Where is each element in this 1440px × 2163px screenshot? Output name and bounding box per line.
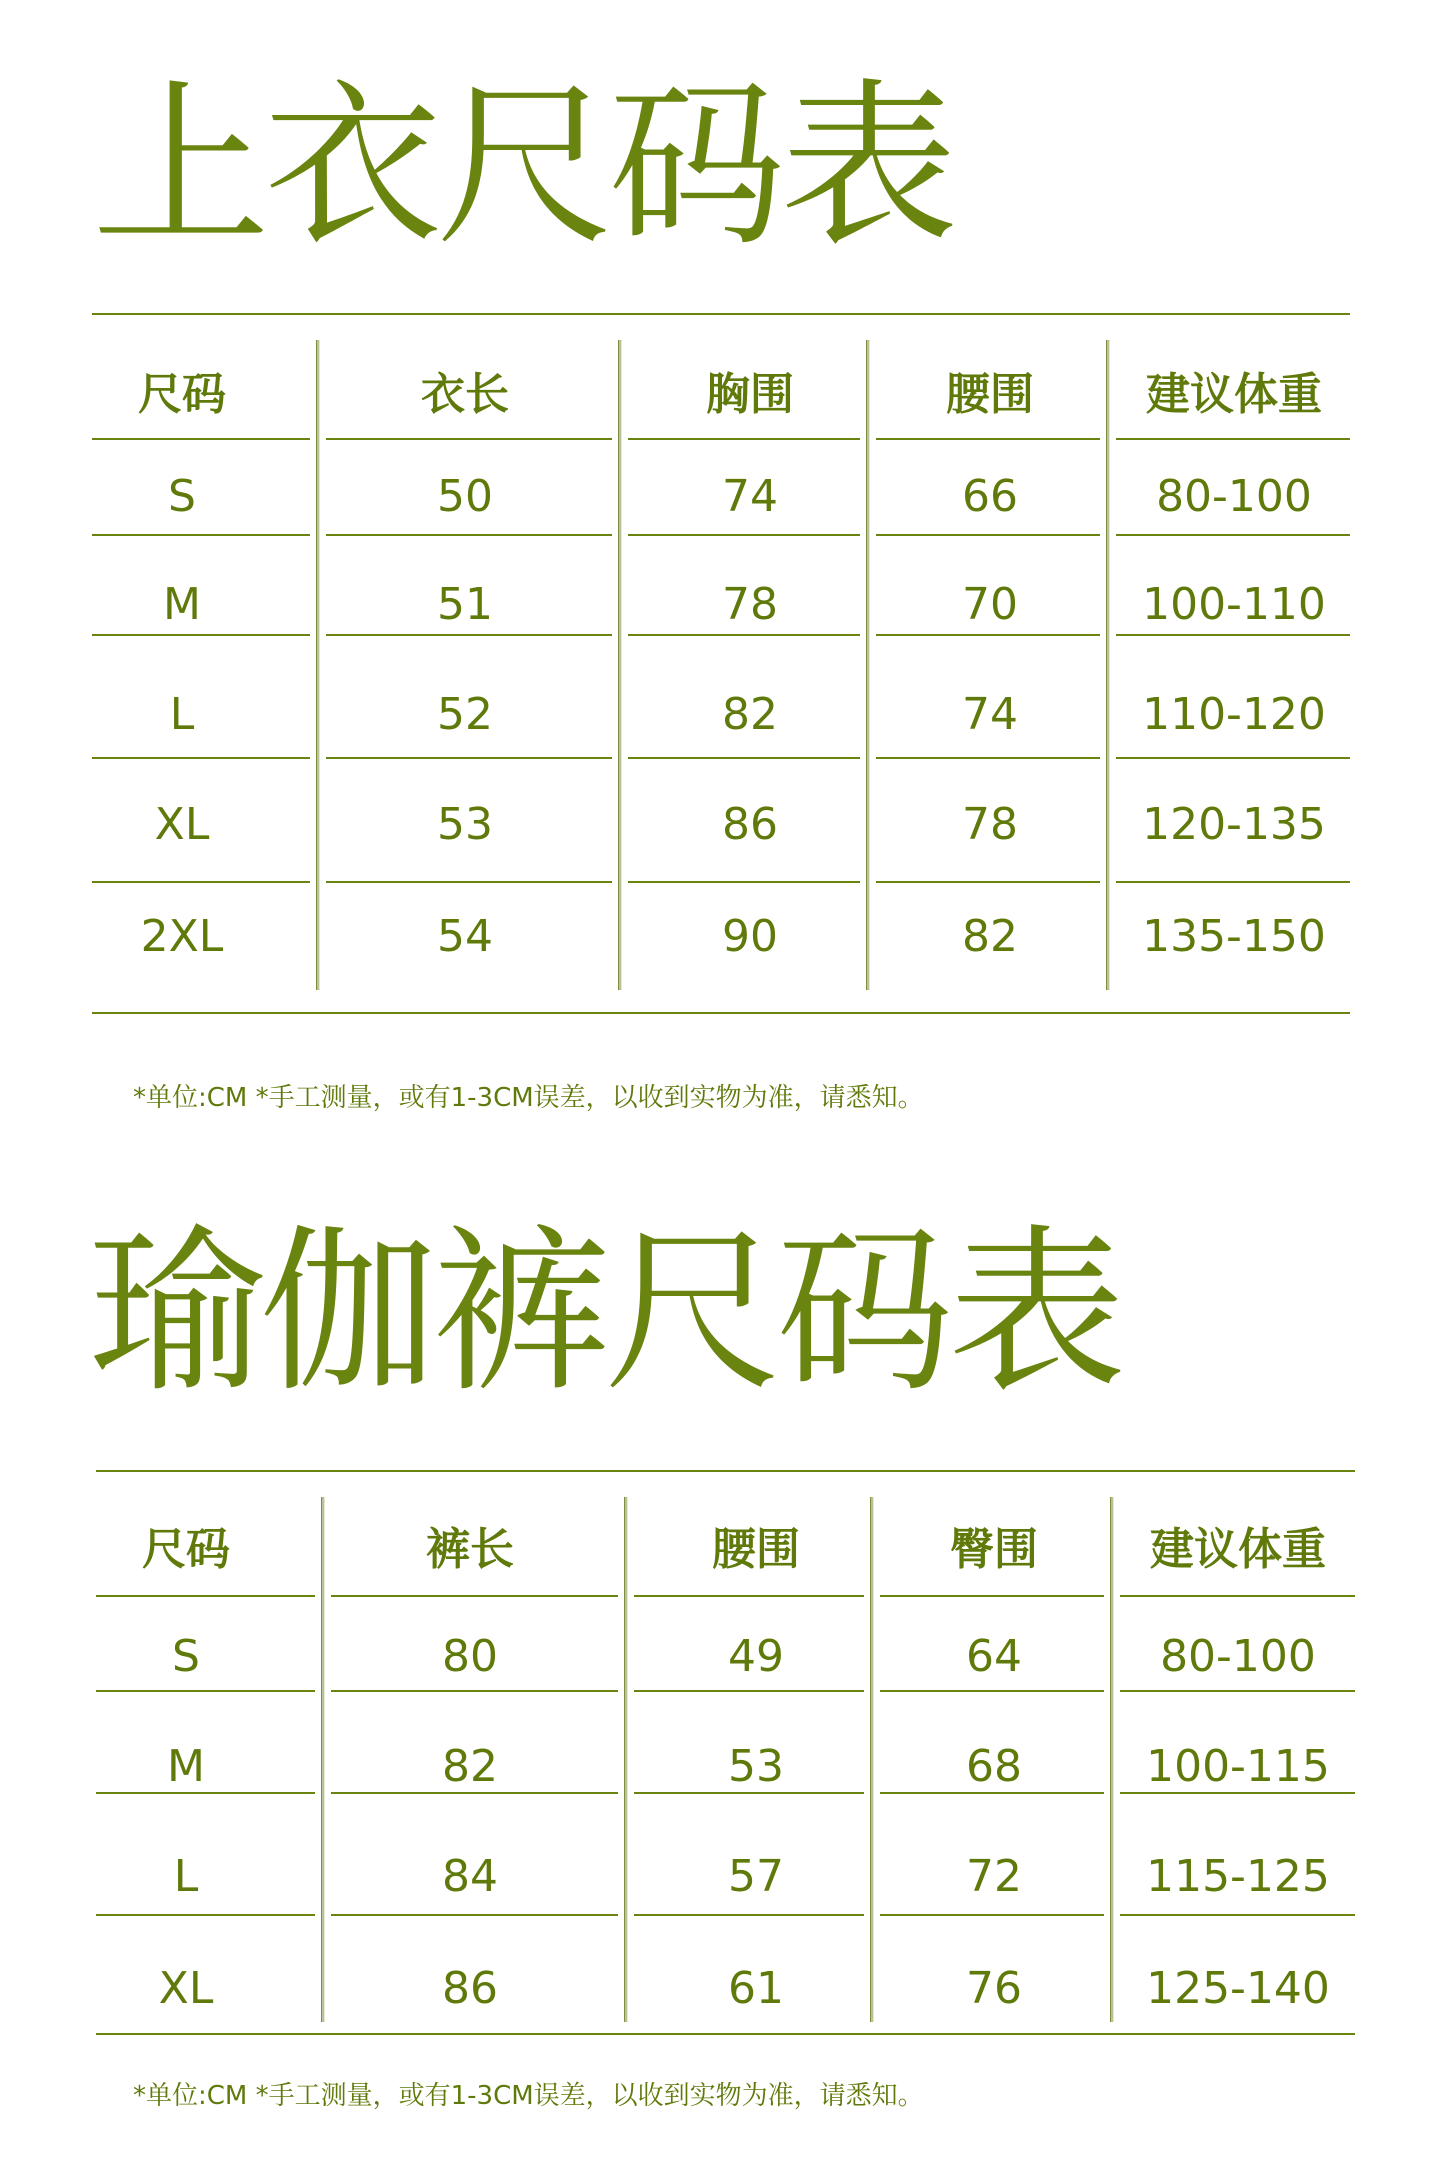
tops-column-divider [618, 340, 622, 990]
pants-note: *单位:CM *手工测量，或有1-3CM误差，以收到实物为准，请悉知。 [133, 2081, 924, 2111]
tops-cell-col2: 51 [437, 578, 493, 630]
pants-cell-size: XL [158, 1962, 214, 2014]
pants-cell-col3: 53 [728, 1740, 784, 1792]
tops-row-divider [326, 438, 612, 440]
pants-cell-col4: 76 [966, 1962, 1022, 2014]
tops-cell-weight: 100-110 [1142, 578, 1326, 630]
pants-header-weight: 建议体重 [1150, 1524, 1326, 1575]
tops-cell-col4: 70 [962, 578, 1018, 630]
pants-cell-col4: 64 [966, 1630, 1022, 1682]
pants-header-col3: 腰围 [712, 1524, 800, 1575]
pants-row-divider [96, 1595, 315, 1597]
tops-cell-weight: 135-150 [1142, 910, 1326, 962]
pants-cell-weight: 100-115 [1146, 1740, 1330, 1792]
pants-cell-col4: 68 [966, 1740, 1022, 1792]
pants-cell-weight: 115-125 [1146, 1850, 1330, 1902]
tops-header-weight: 建议体重 [1146, 369, 1322, 420]
tops-cell-col4: 74 [962, 688, 1018, 740]
tops-row-divider [326, 881, 612, 883]
pants-cell-size: L [173, 1850, 199, 1902]
tops-row-divider [876, 438, 1100, 440]
pants-cell-size: M [167, 1740, 205, 1792]
tops-cell-size: L [169, 688, 195, 740]
tops-cell-col3: 74 [722, 470, 778, 522]
tops-header-col4: 腰围 [946, 369, 1034, 420]
pants-row-divider [634, 1595, 864, 1597]
tops-cell-col3: 78 [722, 578, 778, 630]
pants-cell-col4: 72 [966, 1850, 1022, 1902]
tops-cell-col2: 53 [437, 798, 493, 850]
tops-cell-weight: 120-135 [1142, 798, 1326, 850]
tops-column-divider [1106, 340, 1110, 990]
pants-cell-col3: 57 [728, 1850, 784, 1902]
tops-cell-col4: 66 [962, 470, 1018, 522]
pants-cell-col3: 61 [728, 1962, 784, 2014]
tops-header-size: 尺码 [138, 369, 226, 420]
tops-cell-size: XL [154, 798, 210, 850]
pants-cell-col2: 80 [442, 1630, 498, 1682]
pants-table-bottom-rule [96, 2033, 1355, 2035]
tops-cell-col2: 52 [437, 688, 493, 740]
tops-cell-col2: 54 [437, 910, 493, 962]
pants-column-divider [624, 1497, 628, 2022]
tops-row-divider [92, 438, 310, 440]
pants-title: 瑜伽裤尺码表 [88, 1209, 1120, 1416]
tops-header-col2: 衣长 [421, 369, 509, 420]
tops-cell-col3: 82 [722, 688, 778, 740]
pants-cell-col2: 84 [442, 1850, 498, 1902]
tops-cell-col4: 78 [962, 798, 1018, 850]
tops-row-divider [1116, 438, 1350, 440]
pants-header-size: 尺码 [142, 1524, 230, 1575]
tops-row-divider [876, 881, 1100, 883]
tops-row-divider [628, 438, 860, 440]
tops-row-divider [628, 881, 860, 883]
pants-column-divider [321, 1497, 325, 2022]
pants-row-divider [880, 1595, 1104, 1597]
tops-cell-size: S [168, 470, 196, 522]
pants-cell-col3: 49 [728, 1630, 784, 1682]
tops-table-top-rule [92, 313, 1350, 315]
tops-note: *单位:CM *手工测量，或有1-3CM误差，以收到实物为准，请悉知。 [133, 1083, 924, 1113]
tops-cell-size: M [163, 578, 201, 630]
tops-cell-col4: 82 [962, 910, 1018, 962]
tops-cell-weight: 110-120 [1142, 688, 1326, 740]
tops-table-bottom-rule [92, 1012, 1350, 1014]
pants-row-divider [331, 1595, 618, 1597]
tops-cell-col3: 86 [722, 798, 778, 850]
pants-header-col2: 裤长 [426, 1524, 514, 1575]
tops-cell-col3: 90 [722, 910, 778, 962]
tops-column-divider [316, 340, 320, 990]
tops-cell-weight: 80-100 [1156, 470, 1312, 522]
pants-table-top-rule [96, 1470, 1355, 1472]
pants-cell-col2: 82 [442, 1740, 498, 1792]
tops-row-divider [92, 881, 310, 883]
pants-cell-col2: 86 [442, 1962, 498, 2014]
tops-title: 上衣尺码表 [92, 63, 952, 270]
tops-header-col3: 胸围 [706, 369, 794, 420]
tops-cell-col2: 50 [437, 470, 493, 522]
pants-cell-weight: 80-100 [1160, 1630, 1316, 1682]
tops-row-divider [1116, 881, 1350, 883]
pants-header-col4: 臀围 [950, 1524, 1038, 1575]
pants-cell-size: S [172, 1630, 200, 1682]
pants-row-divider [1120, 1595, 1355, 1597]
tops-cell-size: 2XL [140, 910, 224, 962]
pants-cell-weight: 125-140 [1146, 1962, 1330, 2014]
pants-column-divider [1110, 1497, 1114, 2022]
